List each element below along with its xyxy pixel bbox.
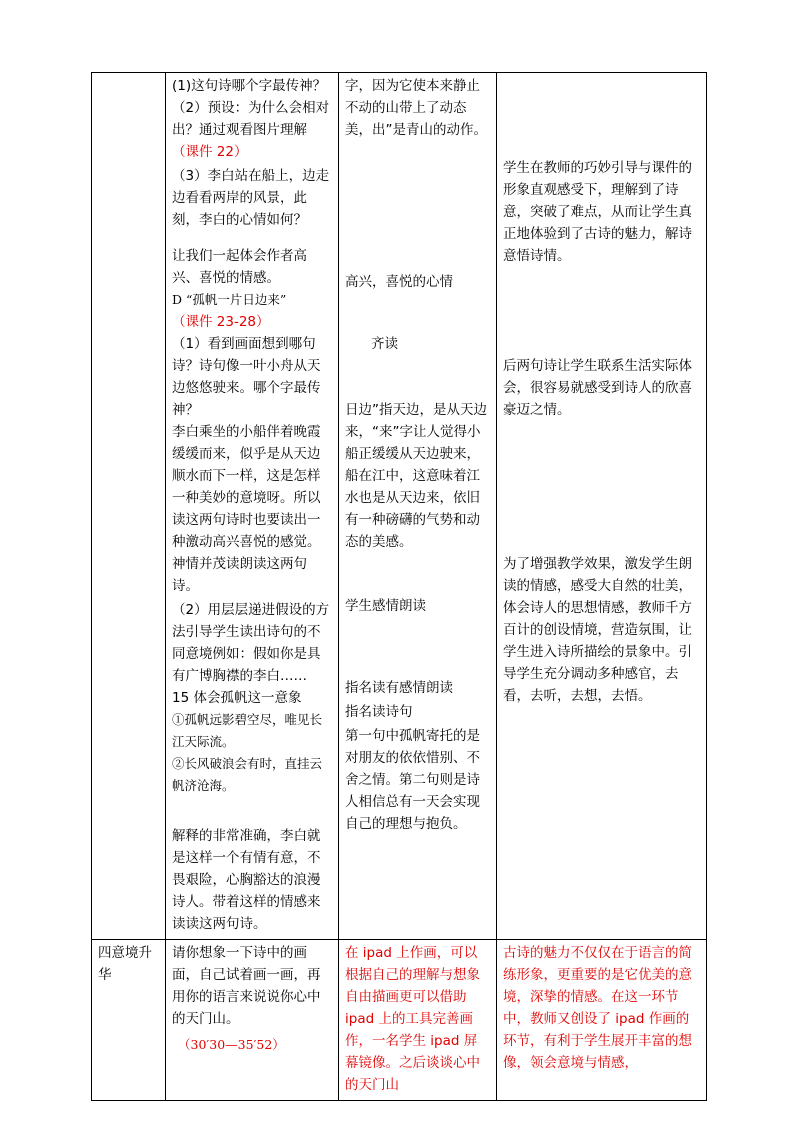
intent-line: 后两句诗让学生联系生活实际体会，很容易就感受到诗人的欣喜豪迈之情。: [503, 358, 692, 418]
table-row: [92, 940, 707, 1101]
activity-line: (1)这句诗哪个字最传神？: [172, 78, 327, 94]
activity-line: 李白乘坐的小船伴着晚霞缓缓而来，似乎是从天边顺水而下一样，这是怎样一种美妙的意境呀。所以读这两句诗时也要读出一种激动高兴喜悦的感觉。神情并茂读朗读这两句诗。: [172, 424, 321, 594]
activity-line: 15 体会孤帆这一意象: [172, 690, 302, 706]
student-line: 日边”指天边，是从天边来，“来”字让人觉得小船正缓缓从天边驶来，船在江中，这意味着江水也是从天边来，依旧有一种磅礴的气势和动态的美感。: [345, 402, 487, 550]
lesson-plan-table: [91, 72, 707, 1101]
student-line: 第一句中孤帆寄托的是对朋友的依依惜别、不舍之情。第二句则是诗人相信总有一天会实现自己的理想与抱负。: [345, 728, 480, 832]
activity-line: 让我们一起体会作者高兴、喜悦的情感。: [172, 248, 307, 286]
stage-cell: 四意境升华: [92, 940, 166, 1101]
design-intent-cell: 古诗的魅力不仅仅在于语言的简练形象，更重要的是它优美的意境，深挚的情感。在这一环节中，教师又创设了 ipad 作画的环节，有利于学生展开丰富的想像，领会意境与情感，: [497, 940, 707, 1101]
activity-line: 请你想象一下诗中的画面，自己试着画一画，再用你的语言来说说你心中的天门山。: [172, 945, 321, 1027]
activity-line: （2）用层层递进假设的方法引导学生读出诗句的不同意境例如：假如你是具有广博胸襟的李白……: [172, 602, 330, 684]
intent-line: 为了增强教学效果，激发学生朗读的情感，感受大自然的壮美，体会诗人的思想情感，教师千方百计的创设情境，营造氛围，让学生进入诗所描绘的景象中。引导学生充分调动多种感官，去看，去听，去想，去悟。: [503, 556, 692, 704]
student-activity-cell: 在 ipad 上作画，可以根据自己的理解与想象自由描画更可以借助 ipad 上的工具完善画作，一名学生 ipad 屏幕镜像。之后谈谈心中的天门山: [339, 940, 497, 1101]
poem-line: ①孤帆远影碧空尽，唯见长江天际流。: [172, 712, 323, 749]
student-line: 指名读有感情朗读: [345, 680, 453, 696]
student-line: 学生感情朗读: [345, 598, 426, 614]
intent-line: 学生在教师的巧妙引导与课件的形象直观感受下，理解到了诗意，突破了难点，从而让学生真正地体验到了古诗的魅力，解诗意悟诗情。: [503, 160, 692, 264]
stage-cell: [92, 73, 166, 940]
poem-line: ②长风破浪会有时，直挂云帆济沧海。: [172, 756, 323, 793]
table-row: [92, 73, 707, 940]
activity-line: （1）看到画面想到哪句诗？诗句像一叶小舟从天边悠悠驶来。哪个字最传神？: [172, 336, 321, 418]
student-line: 齐读: [371, 336, 398, 352]
courseware-note: （课件 22）: [172, 144, 248, 160]
activity-line: （2）预设：为什么会相对出？通过观看图片理解: [172, 100, 330, 138]
student-line: 高兴，喜悦的心情: [345, 274, 453, 290]
teacher-activity-cell: [166, 73, 339, 940]
student-line: 字，因为它使本来静止不动的山带上了动态美，出”是青山的动作。: [345, 78, 487, 138]
student-line: 指名读诗句: [345, 704, 413, 720]
activity-line: 解释的非常准确，李白就是这样一个有情有意，不畏艰险，心胸豁达的浪漫诗人。带着这样的情感来读读这两句诗。: [172, 828, 321, 932]
section-heading: D “孤帆一片日边来”: [172, 292, 287, 307]
student-activity-cell: [339, 73, 497, 940]
courseware-note: （课件 23-28）: [172, 314, 270, 330]
time-note: （30′30—35′52）: [178, 1037, 285, 1052]
activity-line: （3）李白站在船上，边走边看看两岸的风景，此刻，李白的心情如何？: [172, 168, 330, 228]
teacher-activity-cell: [166, 940, 339, 1101]
design-intent-cell: [497, 73, 707, 940]
